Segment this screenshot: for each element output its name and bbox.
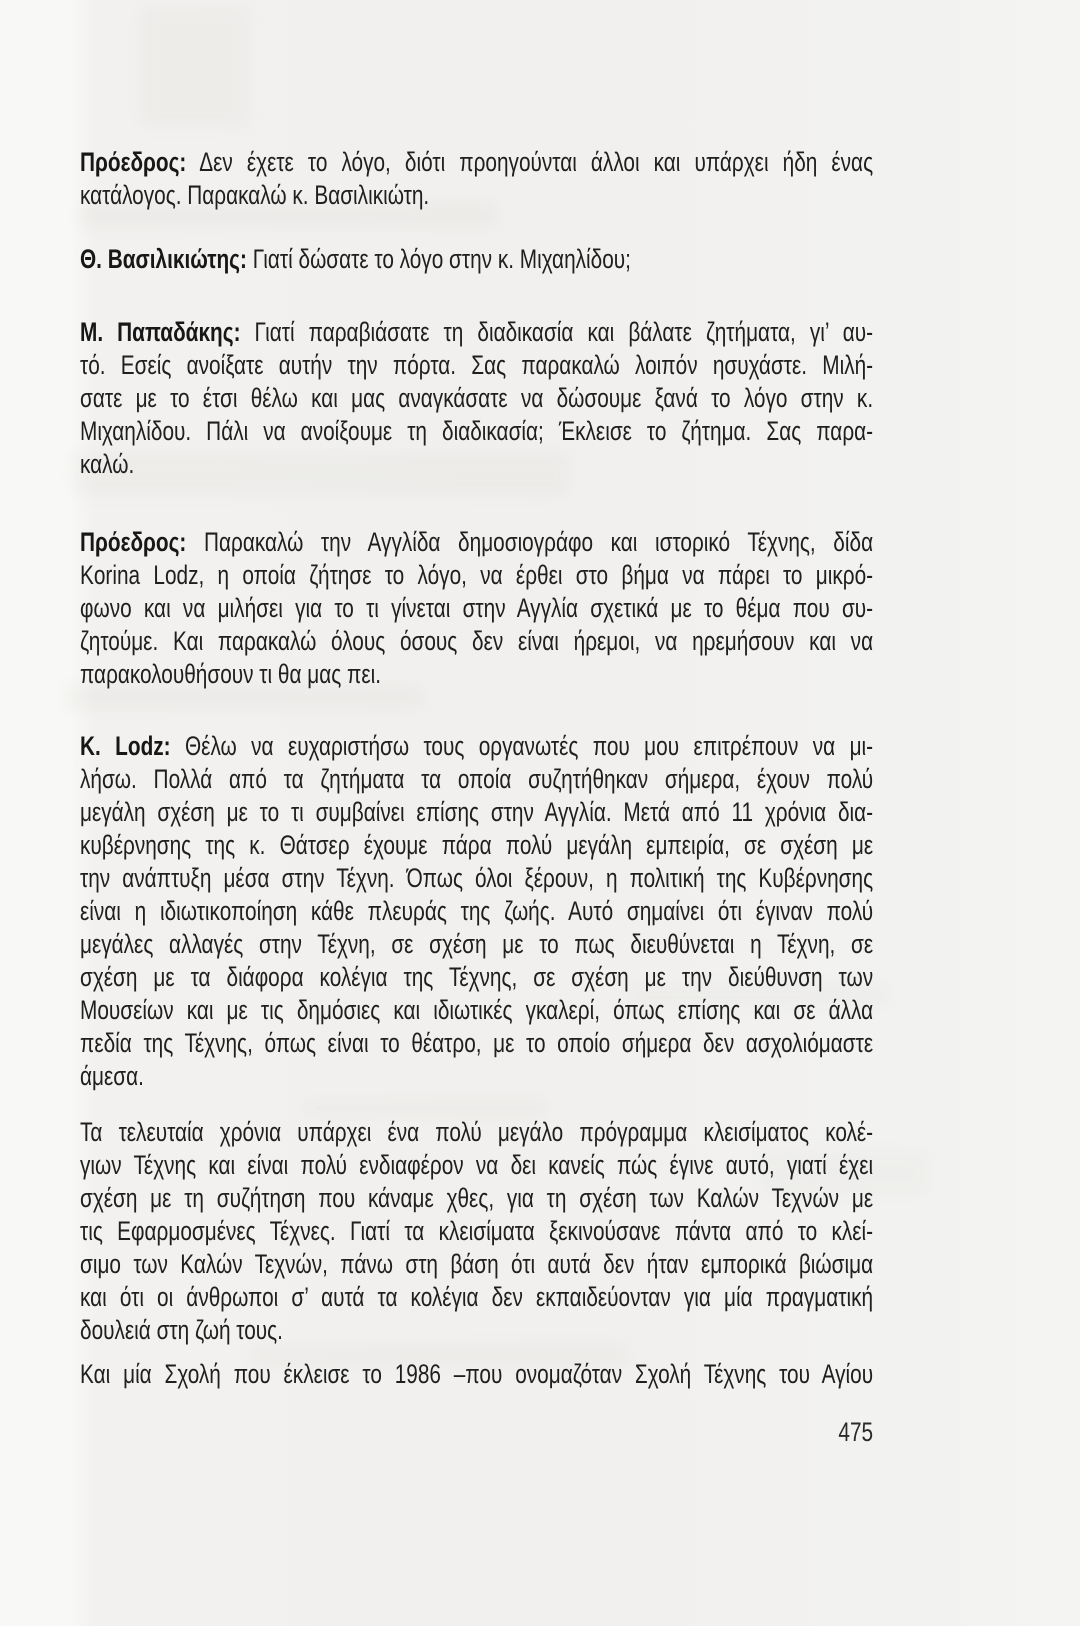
paragraph [80, 243, 873, 276]
text-line: κυβέρνησης της κ. Θάτσερ έχουμε πάρα πολύ μεγάλη εμπειρία, σε σχέση με [80, 830, 874, 860]
text-line: λήσω. Πολλά από τα ζητήματα τα οποία συζητήθηκαν σήμερα, έχουν πολύ [80, 764, 874, 794]
text-line: και ότι οι άνθρωποι σ’ αυτά τα κολέγια δεν εκπαιδεύονταν για μία πραγματική [80, 1282, 874, 1312]
paragraph [80, 316, 873, 481]
text-line: Τα τελευταία χρόνια υπάρχει ένα πολύ μεγάλο πρόγραμμα κλεισίματος κολέ- [80, 1117, 874, 1147]
text-line: σχέση με τη συζήτηση που κάναμε χθες, για τη σχέση των Καλών Τεχνών με [80, 1183, 874, 1213]
paragraph [80, 730, 873, 1093]
speaker-label: Θ. Βασιλικιώτης: [80, 244, 247, 274]
text-line: Μιχαηλίδου. Πάλι να ανοίξουμε τη διαδικασία; Έκλεισε το ζήτημα. Σας παρα- [80, 416, 874, 446]
page-number: 475 [838, 1417, 874, 1447]
text-line: μεγάλες αλλαγές στην Τέχνη, σε σχέση με το πως διευθύνεται η Τέχνη, σε [80, 929, 874, 959]
speaker-label: Μ. Παπαδάκης: [80, 317, 241, 347]
text-line: γιων Τέχνης και είναι πολύ ενδιαφέρον να δει κανείς πώς έγινε αυτό, γιατί έχει [80, 1150, 874, 1180]
text-line: Πρόεδρος: Παρακαλώ την Αγγλίδα δημοσιογράφο και ιστορικό Τέχνης, δίδα [80, 527, 874, 557]
text-line: Μ. Παπαδάκης: Γιατί παραβιάσατε τη διαδικασία και βάλατε ζητήματα, γι’ αυ- [80, 317, 874, 347]
paragraph [80, 1358, 873, 1391]
text-line: παρακολουθήσουν τι θα μας πει. [80, 659, 382, 689]
paragraph [80, 146, 873, 212]
text-line: Και μία Σχολή που έκλεισε το 1986 –που ονομαζόταν Σχολή Τέχνης του Αγίου [80, 1359, 874, 1389]
text-line: φωνο και να μιλήσει για το τι γίνεται στην Αγγλία σχετικά με το θέμα που συ- [80, 593, 874, 623]
text-line: είναι η ιδιωτικοποίηση κάθε πλευράς της ζωής. Αυτό σημαίνει ότι έγιναν πολύ [80, 896, 874, 926]
paragraph [80, 1116, 873, 1347]
paragraph [80, 526, 873, 691]
scan-smudge [140, 6, 250, 128]
text-line: τις Εφαρμοσμένες Τέχνες. Γιατί τα κλεισίματα ξεκινούσανε πάντα από το κλεί- [80, 1216, 874, 1246]
text-line: σατε με το έτσι θέλω και μας αναγκάσατε να δώσουμε ξανά το λόγο στην κ. [80, 383, 874, 413]
text-line: άμεσα. [80, 1061, 144, 1091]
text-body [80, 146, 873, 1449]
text-line: την ανάπτυξη μέσα στην Τέχνη. Όπως όλοι ξέρουν, η πολιτική της Κυβέρνησης [80, 863, 874, 893]
speaker-label: Κ. Lodz: [80, 731, 171, 761]
text-line: Πρόεδρος: Δεν έχετε το λόγο, διότι προηγούνται άλλοι και υπάρχει ήδη ένας [80, 147, 874, 177]
text-line: τό. Εσείς ανοίξατε αυτήν την πόρτα. Σας παρακαλώ λοιπόν ησυχάστε. Μιλή- [80, 350, 874, 380]
text-line: κατάλογος. Παρακαλώ κ. Βασιλικιώτη. [80, 180, 430, 210]
text-line: μεγάλη σχέση με το τι συμβαίνει επίσης στην Αγγλία. Μετά από 11 χρόνια δια- [80, 797, 874, 827]
text-line: δουλειά στη ζωή τους. [80, 1315, 283, 1345]
text-line: σιμο των Καλών Τεχνών, πάνω στη βάση ότι αυτά δεν ήταν εμπορικά βιώσιμα [80, 1249, 874, 1279]
text-line: καλώ. [80, 449, 135, 479]
text-line: Θ. Βασιλικιώτης: Γιατί δώσατε το λόγο στην κ. Μιχαηλίδου; [80, 244, 631, 274]
text-line: Κ. Lodz: Θέλω να ευχαριστήσω τους οργανωτές που μου επιτρέπουν να μι- [80, 731, 874, 761]
text-line: πεδία της Τέχνης, όπως είναι το θέατρο, με το οποίο σήμερα δεν ασχολιόμαστε [80, 1028, 874, 1058]
text-line: σχέση με τα διάφορα κολέγια της Τέχνης, σε σχέση με την διεύθυνση των [80, 962, 874, 992]
text-line: Korina Lodz, η οποία ζήτησε το λόγο, να έρθει στο βήμα να πάρει το μικρό- [80, 560, 874, 590]
text-line: Μουσείων και με τις δημόσιες και ιδιωτικές γκαλερί, όπως επίσης και σε άλλα [80, 995, 874, 1025]
speaker-label: Πρόεδρος: [80, 527, 187, 557]
speaker-label: Πρόεδρος: [80, 147, 187, 177]
text-line: ζητούμε. Και παρακαλώ όλους όσους δεν είναι ήρεμοι, να ηρεμήσουν και να [80, 626, 874, 656]
